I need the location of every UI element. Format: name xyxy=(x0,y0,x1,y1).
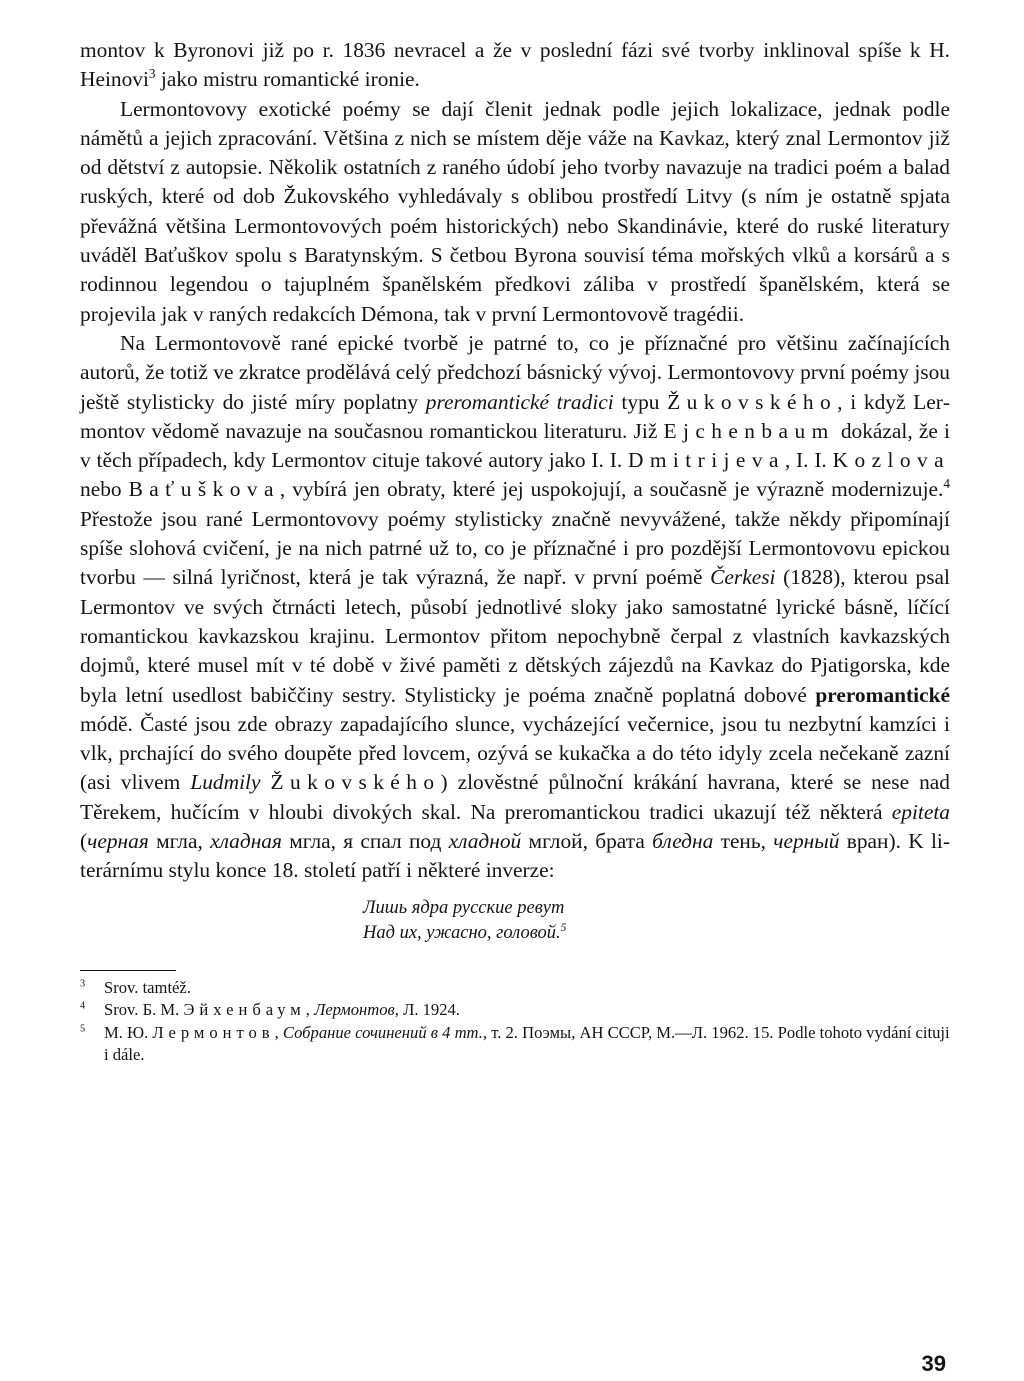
footnote-ref-4: 4 xyxy=(943,476,950,492)
page-number: 39 xyxy=(921,1351,946,1376)
footnote-divider xyxy=(80,970,176,971)
footnote-3: $^3$ Srov. tamtéž. xyxy=(80,977,191,997)
verse-quote xyxy=(363,896,950,946)
verse-line-1: Лишь ядра русские ревут xyxy=(363,897,565,918)
paragraph-continuation: montov k Byronovi již po r. 1836 nevracel a že v poslední fázi své tvorby inklinoval spíše k H. Heinovi$^3$ jako mistru romantické ironie. xyxy=(80,38,950,92)
footnote-4: $^4$ Srov. Б. М. Эйхенбаум, Лермонтов, Л. 1924. xyxy=(80,1000,460,1020)
book-page xyxy=(80,36,950,1067)
footnote-ref-3: 3 xyxy=(148,66,156,82)
verse-line-2: Над их, ужасно, головой.$^5$ xyxy=(363,921,567,943)
footnote-5: $^5$ М. Ю. Лермонтов, Собрание сочинений в 4 тт., т. 2. Поэмы, АН СССР, М.—Л. 1962. 15. Podle tohoto vydání cituji i dále. xyxy=(80,1022,950,1065)
paragraph-early-epic: Na Lermontovově rané epické tvorbě je patrné to, co je příznačné pro většinu začínajících autorů, že totiž ve zkratce prodělává celý předchozí básnický vývoj. Lermontovovy první poémy jsou ještě stylisticky do jisté míry poplatny preromantické tradici typu Žukovského, i když Lermontov vědomě navazuje na současnou romantickou literaturu. Již Ejchenbaum dokázal, že i v těch případech, kdy Lermontov cituje takové autory jako I. I. Dmitrijeva, I. I. Kozlova nebo Baťuškova, vybírá jen obraty, které jej uspokojují, a současně je výrazně modernizuje.$^4$ Přestože jsou rané Lermontovovy poémy stylisticky značně nevyvážené, takže někdy připomínají spíše slohová cvičení, je na nich patrné už to, co je příznačné i pro pozdější Lermontovovu epickou tvorbu — silná lyričnost, která je tak výrazná, že např. v první poémě Čerkesi (1828), kterou psal Lermontov ve svých čtrnácti letech, působí jednotlivé sloky jako samostatné lyrické básně, líčící romantickou kavkazskou krajinu. Lermontov přitom nepochybně čerpal z vlastních kavkazských dojmů, které musel mít v té době v živé paměti z dětských zájezdů na Kavkaz do Pjatigorska, kde byla letní usedlost babiččiny sestry. Stylisticky je poéma značně poplatná dobové preromantické módě. Časté jsou zde obrazy zapadajícího slunce, vycházející večernice, jsou tu nezbytní kamzíci i vlk, prchající do svého doupěte před lovcem, ozývá se kukačka a do této idyly zcela nečekaně zazní (asi vlivem Ludmily Žukovského) zlověstné půlnoční krákání havrana, které se nese nad Těrekem, hučícím v hloubi divokých skal. Na preromantickou tradici ukazují též některá epiteta (черная мгла, хладная мгла, я спал под хладной мглой, брата бледна тень, черный вран). K literárnímu stylu konce 18. století patří i některé inverze: xyxy=(80,330,950,883)
paragraph-exotic-poems: Lermontovovy exotické poémy se dají členit jednak podle jejich lokalizace, jednak podle námětů a jejich zpracování. Většina z nich se místem děje váže na Kavkaz, který znal Lermontov již od dětství z autopsie. Několik ostatních z raného údobí jeho tvorby navazuje na tradici poém a balad ruských, které od dob Žukovského vyhledávaly s oblibou prostředí Litvy (s ním je ostatně spjata převážná většina Lermontovových poém historických) nebo Skandinávie, které do ruské literatury uváděl Baťuškov spolu s Baratynským. S četbou Byrona souvisí téma mořských vlků a korsárů a s rodinnou legendou o tajuplném španělském předkovi záliba v prostředí španělském, která se projevila jak v raných redakcích Démona, tak v první Lermontovově tragédii. xyxy=(80,96,950,326)
footnote-ref-5: 5 xyxy=(560,921,567,934)
